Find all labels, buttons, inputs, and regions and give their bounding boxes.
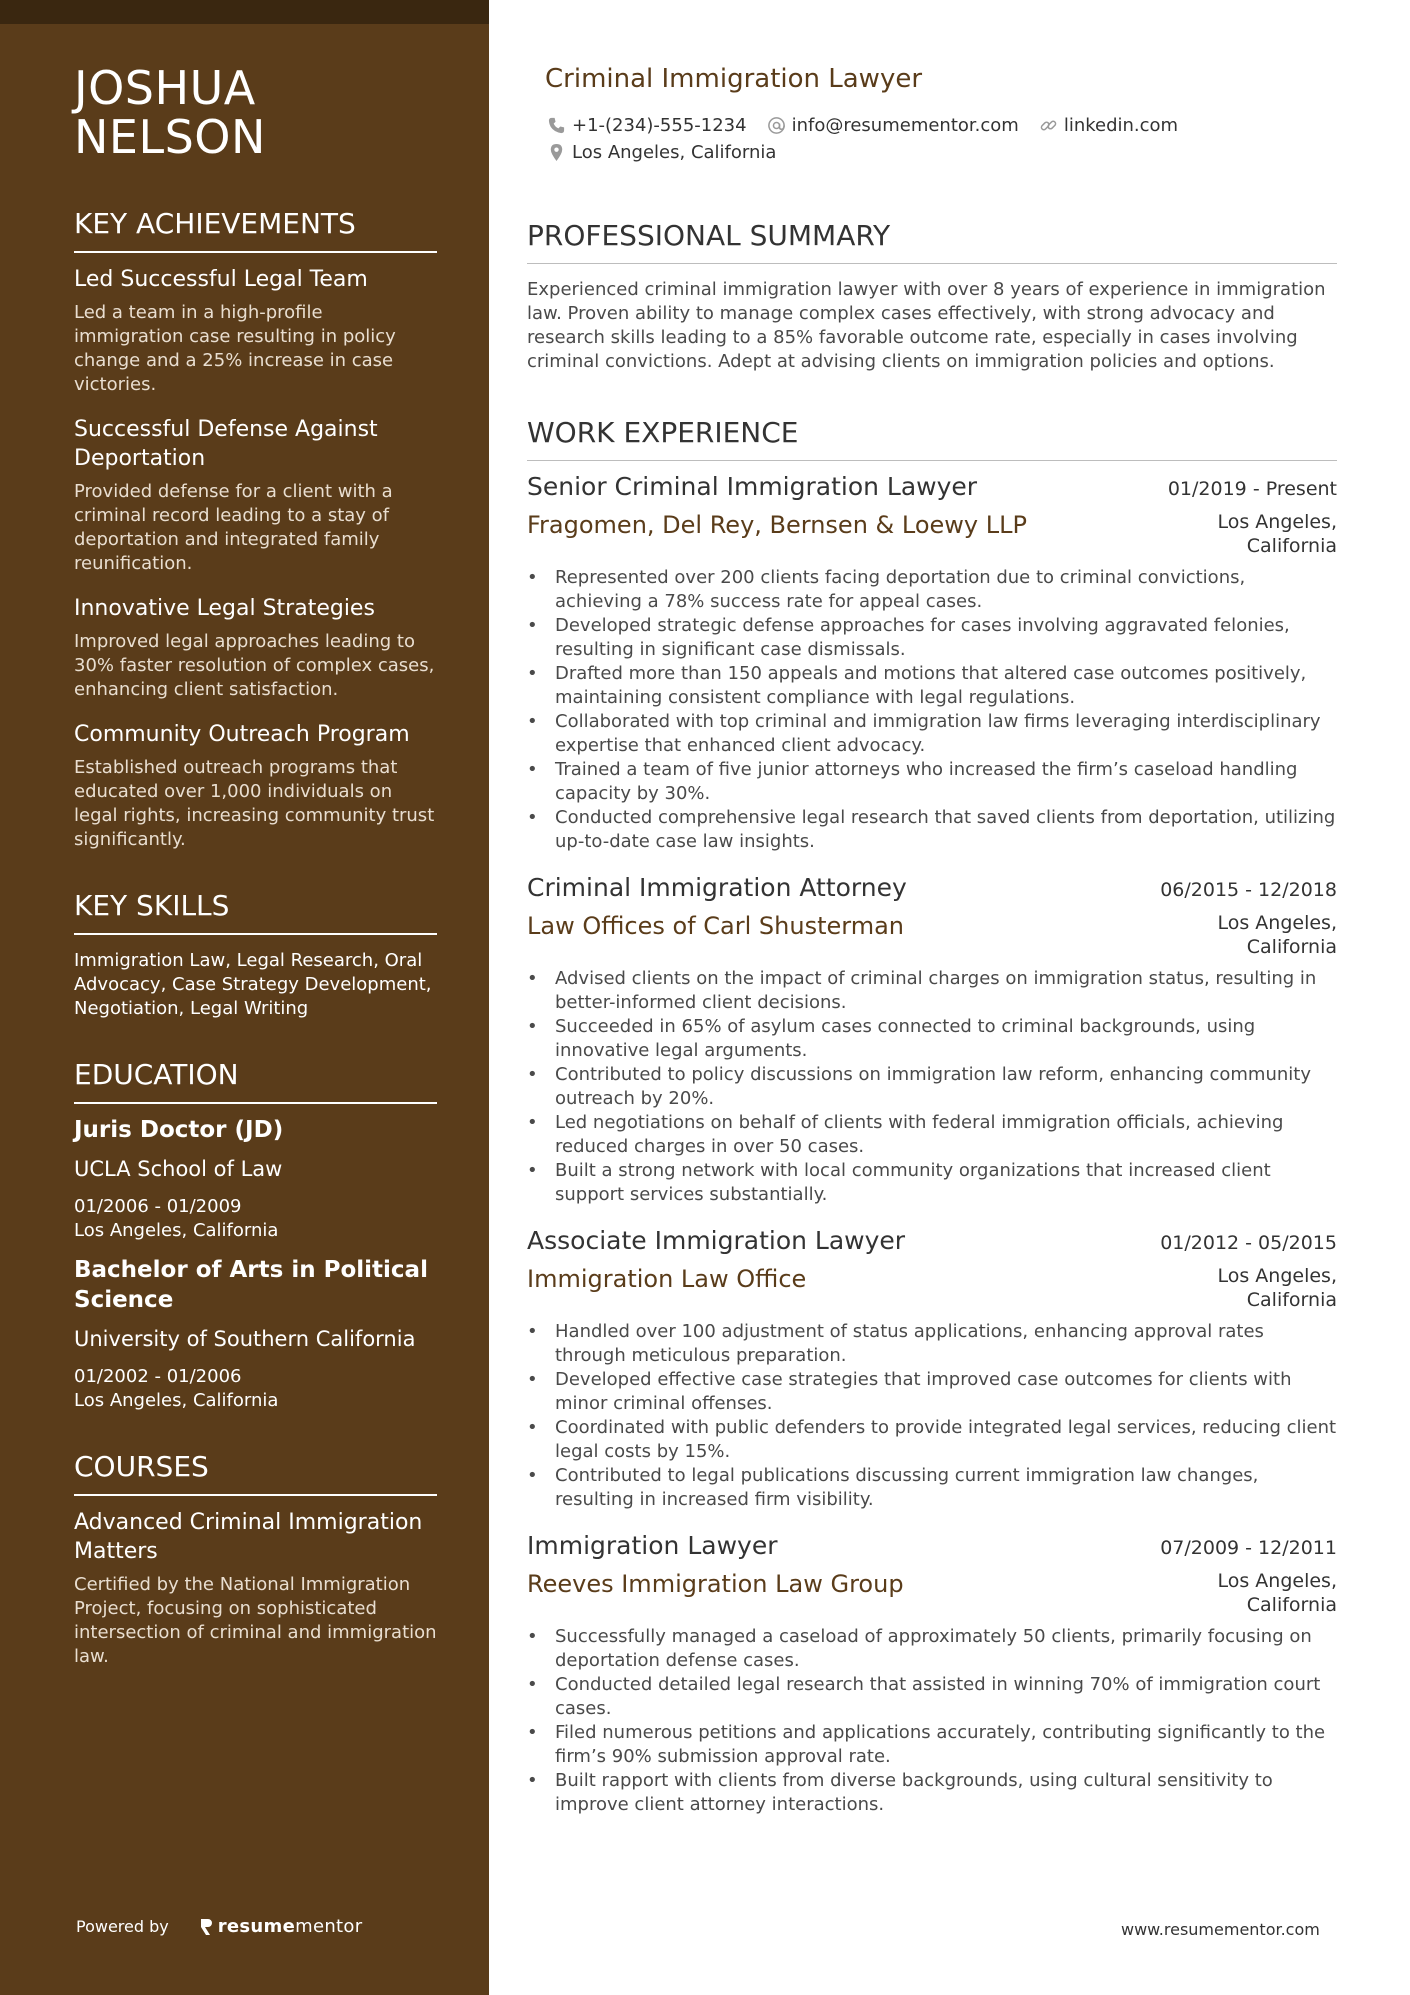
bullet-item: • Conducted detailed legal research that assisted in winning 70% of immigration court cases. (555, 1673, 1337, 1721)
education-heading: EDUCATION (74, 1057, 437, 1104)
logo-text-rest: mentor (295, 1916, 363, 1937)
job-bullets (527, 566, 1337, 854)
job-bullets (527, 967, 1337, 1207)
achievement-title: Led Successful Legal Team (74, 267, 368, 292)
job-location: Los Angeles, California (1217, 912, 1337, 958)
job-company: Reeves Immigration Law Group (527, 1570, 904, 1598)
bullet-item: • Advised clients on the impact of criminal charges on immigration status, resulting in better-informed client decisions. (555, 967, 1337, 1015)
education-location: Los Angeles, California (74, 1390, 279, 1411)
bullet-item: • Contributed to policy discussions on immigration law reform, enhancing community outreach by 20%. (555, 1063, 1337, 1111)
job-role: Senior Criminal Immigration Lawyer (527, 472, 978, 501)
sidebar (0, 0, 489, 1995)
job-location: Los Angeles, California (1217, 1265, 1337, 1311)
powered-by-label: Powered by (76, 1917, 169, 1936)
bullet-item: • Built a strong network with local community organizations that increased client support services substantially. (555, 1159, 1337, 1207)
education-section (74, 1057, 437, 1413)
footer-url[interactable]: www.resumementor.com (1121, 1920, 1320, 1939)
name-first: JOSHUA (74, 61, 256, 115)
bullet-item: • Developed effective case strategies that improved case outcomes for clients with minor criminal offenses. (555, 1368, 1337, 1416)
achievement-item (74, 720, 437, 852)
job-dates: 01/2012 - 05/2015 (1160, 1232, 1337, 1254)
bullet-item: • Contributed to legal publications discussing current immigration law changes, resulting in increased firm visibility. (555, 1464, 1337, 1512)
summary-heading: PROFESSIONAL SUMMARY (527, 218, 1337, 264)
link-icon (1039, 116, 1058, 135)
bullet-item: • Successfully managed a caseload of approximately 50 clients, primarily focusing on deportation defense cases. (555, 1625, 1337, 1673)
headline-title: Criminal Immigration Lawyer (545, 64, 923, 94)
location-text: Los Angeles, California (572, 142, 777, 163)
bullet-item: • Trained a team of five junior attorneys who increased the firm’s caseload handling capacity by 30%. (555, 758, 1337, 806)
job-location: Los Angeles, California (1217, 511, 1337, 557)
job-bullets (527, 1625, 1337, 1817)
job-dates: 07/2009 - 12/2011 (1160, 1537, 1337, 1559)
contact-info (547, 112, 1337, 166)
bullet-item: • Coordinated with public defenders to provide integrated legal services, reducing client legal costs by 15%. (555, 1416, 1337, 1464)
job-role: Associate Immigration Lawyer (527, 1226, 906, 1255)
bullet-item: • Represented over 200 clients facing deportation due to criminal convictions, achieving a 78% success rate for appeal cases. (555, 566, 1337, 614)
work-section (527, 415, 1337, 1817)
resumementor-logo-icon (199, 1917, 213, 1937)
contact-email[interactable] (767, 115, 1019, 136)
job-entry (527, 1225, 1337, 1512)
phone-icon (547, 116, 566, 135)
achievement-item (74, 594, 437, 702)
job-company: Immigration Law Office (527, 1265, 807, 1293)
bullet-item: • Handled over 100 adjustment of status applications, enhancing approval rates through meticulous preparation. (555, 1320, 1337, 1368)
achievement-title: Successful Defense Against Deportation (74, 417, 378, 471)
contact-linkedin[interactable] (1039, 115, 1178, 136)
achievements-section (74, 206, 437, 852)
logo-text-bold: resume (217, 1916, 296, 1937)
work-heading: WORK EXPERIENCE (527, 415, 1337, 461)
education-dates: 01/2002 - 01/2006 (74, 1366, 242, 1387)
job-location: Los Angeles, California (1217, 1570, 1337, 1616)
job-role: Criminal Immigration Attorney (527, 873, 907, 902)
education-degree: Bachelor of Arts in Political Science (74, 1257, 428, 1313)
bullet-item: • Collaborated with top criminal and immigration law firms leveraging interdisciplinary expertise that enhanced client advocacy. (555, 710, 1337, 758)
bullet-item: • Developed strategic defense approaches for cases involving aggravated felonies, resulting in significant case dismissals. (555, 614, 1337, 662)
job-dates: 01/2019 - Present (1167, 478, 1337, 500)
summary-text: Experienced criminal immigration lawyer with over 8 years of experience in immigration law. Proven ability to manage complex cases effectively, with strong advocacy and research skills leading to a 85% favorable outcome rate, especially in cases involving criminal convictions. Adept at advising clients on immigration policies and options. (527, 279, 1326, 372)
achievement-item (74, 265, 437, 397)
job-entry (527, 1530, 1337, 1817)
education-school: UCLA School of Law (74, 1157, 283, 1181)
at-icon (767, 116, 786, 135)
name-last: NELSON (74, 110, 266, 164)
candidate-name (74, 61, 437, 164)
courses-section (74, 1449, 437, 1669)
bullet-item: • Succeeded in 65% of asylum cases connected to criminal backgrounds, using innovative legal arguments. (555, 1015, 1337, 1063)
job-entry (527, 872, 1337, 1207)
job-company: Fragomen, Del Rey, Bernsen & Loewy LLP (527, 511, 1027, 539)
achievement-desc: Established outreach programs that educated over 1,000 individuals on legal rights, increasing community trust significantly. (74, 757, 435, 850)
job-company: Law Offices of Carl Shusterman (527, 912, 904, 940)
courses-heading: COURSES (74, 1449, 437, 1496)
bullet-item: • Built rapport with clients from diverse backgrounds, using cultural sensitivity to improve client attorney interactions. (555, 1769, 1337, 1817)
job-bullets (527, 1320, 1337, 1512)
pin-icon (547, 143, 566, 162)
achievement-desc: Provided defense for a client with a criminal record leading to a stay of deportation and integrated family reunification. (74, 481, 393, 574)
education-school: University of Southern California (74, 1327, 416, 1351)
education-item (74, 1255, 437, 1413)
achievement-title: Community Outreach Program (74, 722, 410, 747)
achievement-desc: Led a team in a high-profile immigration case resulting in policy change and a 25% increase in case victories. (74, 302, 396, 395)
achievement-title: Innovative Legal Strategies (74, 596, 375, 621)
resumementor-logo[interactable] (199, 1916, 363, 1937)
powered-by (76, 1916, 362, 1937)
bullet-item: • Conducted comprehensive legal research that saved clients from deportation, utilizing up-to-date case law insights. (555, 806, 1337, 854)
course-title: Advanced Criminal Immigration Matters (74, 1510, 423, 1564)
education-item (74, 1115, 437, 1243)
bullet-item: • Drafted more than 150 appeals and motions that altered case outcomes positively, maintaining consistent compliance with legal regulations. (555, 662, 1337, 710)
sidebar-top-bar (0, 0, 489, 24)
contact-phone[interactable] (547, 115, 747, 136)
skills-list: Immigration Law, Legal Research, Oral Advocacy, Case Strategy Development, Negotiation, Legal Writing (74, 950, 432, 1019)
job-role: Immigration Lawyer (527, 1531, 778, 1560)
education-degree: Juris Doctor (JD) (74, 1117, 284, 1143)
achievements-heading: KEY ACHIEVEMENTS (74, 206, 437, 253)
bullet-item: • Led negotiations on behalf of clients with federal immigration officials, achieving reduced charges in over 50 cases. (555, 1111, 1337, 1159)
skills-heading: KEY SKILLS (74, 888, 437, 935)
skills-section (74, 888, 437, 1021)
contact-location (547, 142, 776, 163)
email-text: info@resumementor.com (791, 115, 1019, 136)
achievement-desc: Improved legal approaches leading to 30% faster resolution of complex cases, enhancing client satisfaction. (74, 631, 435, 700)
summary-section (527, 218, 1337, 374)
linkedin-text: linkedin.com (1063, 115, 1179, 136)
education-location: Los Angeles, California (74, 1220, 279, 1241)
achievement-item (74, 415, 437, 576)
bullet-item: • Filed numerous petitions and applications accurately, contributing significantly to the firm’s 90% submission approval rate. (555, 1721, 1337, 1769)
course-desc: Certified by the National Immigration Project, focusing on sophisticated intersection of criminal and immigration law. (74, 1574, 437, 1667)
job-dates: 06/2015 - 12/2018 (1160, 879, 1337, 901)
job-entry (527, 471, 1337, 854)
phone-text: +1-(234)-555-1234 (572, 115, 747, 136)
education-dates: 01/2006 - 01/2009 (74, 1196, 242, 1217)
